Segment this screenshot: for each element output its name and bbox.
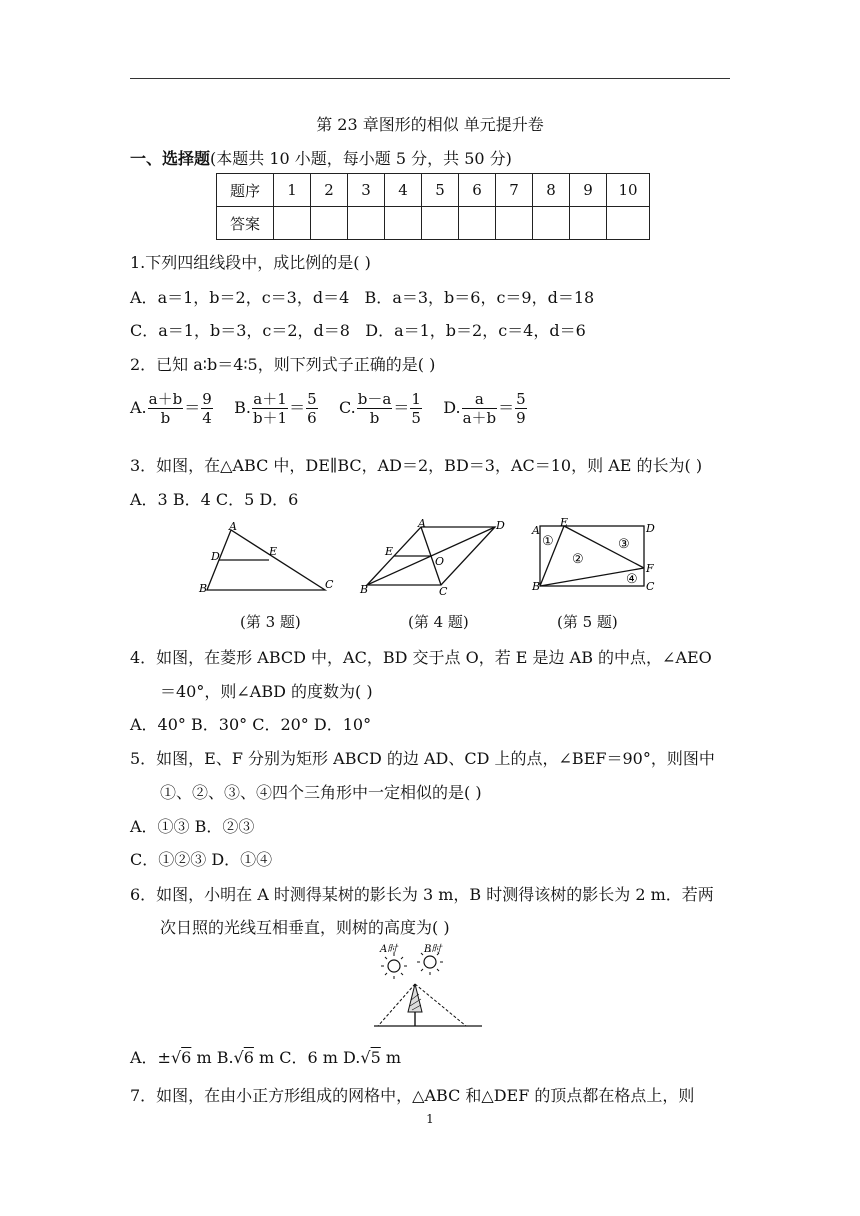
q2-option-b-frac	[252, 390, 288, 427]
frac-den: 6	[307, 409, 317, 427]
answer-table-num: 1	[274, 174, 311, 207]
figure-q4	[355, 515, 515, 598]
q5-stem-1: 5．如图，E、F 分别为矩形 ABCD 的边 AD、CD 上的点，∠BEF＝90°，则图中	[130, 749, 715, 768]
answer-table-num: 2	[311, 174, 348, 207]
equals: ＝	[498, 398, 515, 417]
q5-stem-2: ①、②、③、④四个三角形中一定相似的是( )	[160, 783, 482, 802]
answer-cell[interactable]	[311, 207, 348, 240]
q6-options	[130, 1045, 401, 1068]
q2-option-d-label: D.	[443, 398, 461, 417]
section-note: (本题共 10 小题，每小题 5 分，共 50 分)	[210, 149, 512, 168]
region-4: ④	[626, 572, 638, 587]
section-heading-label: 一、选择题	[130, 149, 211, 168]
q1-option-d: a＝1，b＝2，c＝4，d＝6	[394, 321, 586, 340]
q3-options: A．3 B．4 C．5 D．6	[130, 490, 299, 509]
label-e: E	[560, 518, 569, 529]
frac-den: 9	[516, 409, 526, 427]
frac-den: a＋b	[462, 409, 497, 427]
q2-option-a-frac	[148, 390, 184, 427]
q6-radicand-d: 5	[370, 1048, 381, 1067]
answer-table-header-row	[217, 174, 650, 207]
label-d: D	[211, 550, 220, 563]
q1-option-a: a＝1，b＝2，c＝3，d＝4	[157, 288, 350, 307]
q2-option-c-rhs	[410, 390, 422, 427]
q2-options	[130, 390, 528, 427]
q2-option-b-rhs	[306, 390, 318, 427]
answer-table-answer-row	[217, 207, 650, 240]
q6-option-a-label: A．±	[130, 1048, 171, 1067]
q1-option-a-label: A．	[130, 288, 158, 307]
q7-stem: 7．如图，在由小正方形组成的网格中，△ABC 和△DEF 的顶点都在格点上，则	[130, 1086, 695, 1105]
answer-cell[interactable]	[607, 207, 650, 240]
q1-option-d-label: D．	[365, 321, 395, 340]
answer-cell[interactable]	[570, 207, 607, 240]
label-a: A	[532, 524, 540, 537]
frac-den: 4	[202, 409, 212, 427]
frac-num: a＋b	[148, 390, 183, 408]
q2-option-d-rhs	[515, 390, 527, 427]
q1-option-b: a＝3，b＝6，c＝9，d＝18	[392, 288, 595, 307]
answer-table-num: 8	[533, 174, 570, 207]
frac-den: b	[369, 409, 380, 427]
frac-num: 9	[202, 390, 212, 408]
answer-cell[interactable]	[459, 207, 496, 240]
label-a: A	[418, 517, 426, 530]
figure-q6	[370, 940, 488, 1032]
q4-stem-2: ＝40°，则∠ABD 的度数为( )	[160, 682, 373, 701]
label-b: B	[360, 583, 369, 596]
q6-stem-2: 次日照的光线互相垂直，则树的高度为( )	[160, 918, 450, 937]
label-e: E	[385, 545, 394, 558]
q5-options-1: A．①③ B．②③	[130, 817, 255, 836]
q1-options-row2	[130, 318, 586, 341]
label-a: A	[229, 520, 237, 533]
q6-unit-d: m	[380, 1048, 402, 1067]
region-2: ②	[572, 552, 584, 567]
q5-options-2: C．①②③ D．①④	[130, 850, 273, 869]
answer-cell[interactable]	[422, 207, 459, 240]
caption-q3: (第 3 题)	[240, 613, 301, 631]
q4-stem-1: 4．如图，在菱形 ABCD 中，AC，BD 交于点 O，若 E 是边 AB 的中点，∠AEO	[130, 648, 712, 667]
label-c: C	[325, 578, 334, 591]
answer-table-num: 5	[422, 174, 459, 207]
equals: ＝	[184, 398, 201, 417]
answer-cell[interactable]	[533, 207, 570, 240]
q6-unit-a: m B.	[191, 1048, 234, 1067]
label-c: C	[439, 585, 448, 598]
page-number: 1	[426, 1112, 434, 1126]
answer-cell[interactable]	[274, 207, 311, 240]
answer-table-row1-label: 题序	[217, 174, 274, 207]
figure-q5	[524, 518, 664, 598]
top-rule	[130, 78, 730, 79]
q1-option-c: a＝1，b＝3，c＝2，d＝8	[158, 321, 350, 340]
caption-q5: (第 5 题)	[557, 613, 618, 631]
frac-num: 5	[516, 390, 526, 408]
answer-cell[interactable]	[348, 207, 385, 240]
label-b: B	[199, 582, 208, 595]
sun-a-icon	[381, 953, 407, 979]
page-title: 第 23 章图形的相似 单元提升卷	[316, 115, 544, 134]
label-o: O	[435, 555, 445, 568]
label-d: D	[646, 522, 655, 535]
caption-q4: (第 4 题)	[408, 613, 469, 631]
label-time-b: B时	[424, 944, 442, 955]
answer-table-num: 9	[570, 174, 607, 207]
label-b: B	[532, 580, 541, 593]
frac-num: a＋1	[253, 390, 287, 408]
label-c: C	[646, 580, 655, 593]
q6-radicand-a: 6	[181, 1048, 192, 1067]
q1-stem: 1.下列四组线段中，成比例的是( )	[130, 253, 371, 272]
sqrt-icon: √	[170, 1048, 182, 1067]
frac-den: 5	[411, 409, 421, 427]
answer-cell[interactable]	[496, 207, 533, 240]
answer-table-num: 6	[459, 174, 496, 207]
q6-stem-1: 6．如图，小明在 A 时测得某树的影长为 3 m，B 时测得该树的影长为 2 m．若两	[130, 885, 714, 904]
q4-options: A．40° B．30° C．20° D．10°	[130, 715, 372, 734]
equals: ＝	[289, 398, 306, 417]
sqrt-icon: √	[360, 1048, 371, 1067]
q2-option-a-label: A.	[130, 398, 147, 417]
answer-table-num: 10	[607, 174, 650, 207]
frac-num: b－a	[357, 390, 392, 408]
region-3: ③	[618, 537, 630, 552]
sqrt-icon: √	[233, 1048, 244, 1067]
figure-q3	[195, 520, 345, 598]
q2-option-a-rhs	[201, 390, 213, 427]
frac-num: 1	[411, 390, 421, 408]
q2-option-d-frac	[462, 390, 498, 427]
label-e: E	[269, 545, 278, 558]
label-f: F	[646, 562, 654, 575]
q6-unit-b: m C．6 m D.	[253, 1048, 361, 1067]
label-time-a: A时	[380, 944, 398, 955]
region-1: ①	[542, 534, 554, 549]
answer-table-num: 7	[496, 174, 533, 207]
q2-option-b-label: B.	[234, 398, 251, 417]
section-heading	[130, 146, 512, 169]
answer-table-num: 4	[385, 174, 422, 207]
q3-stem: 3．如图，在△ABC 中，DE∥BC，AD＝2，BD＝3，AC＝10，则 AE 的长为( )	[130, 456, 703, 475]
answer-cell[interactable]	[385, 207, 422, 240]
q1-options-row1	[130, 285, 594, 308]
equals: ＝	[393, 398, 410, 417]
answer-table-row2-label: 答案	[217, 207, 274, 240]
frac-num: 5	[307, 390, 317, 408]
q6-radicand-b: 6	[243, 1048, 254, 1067]
frac-num: a	[462, 390, 498, 409]
label-d: D	[496, 519, 505, 532]
q2-option-c-frac	[357, 390, 393, 427]
q1-option-c-label: C．	[130, 321, 159, 340]
frac-den: b	[160, 409, 171, 427]
q2-stem: 2．已知 a∶b＝4∶5，则下列式子正确的是( )	[130, 355, 436, 374]
q2-option-c-label: C.	[339, 398, 356, 417]
q1-option-b-label: B．	[364, 288, 393, 307]
frac-den: b＋1	[252, 409, 288, 427]
shadow-ray-b	[415, 984, 466, 1026]
answer-table	[216, 173, 650, 240]
answer-table-num: 3	[348, 174, 385, 207]
